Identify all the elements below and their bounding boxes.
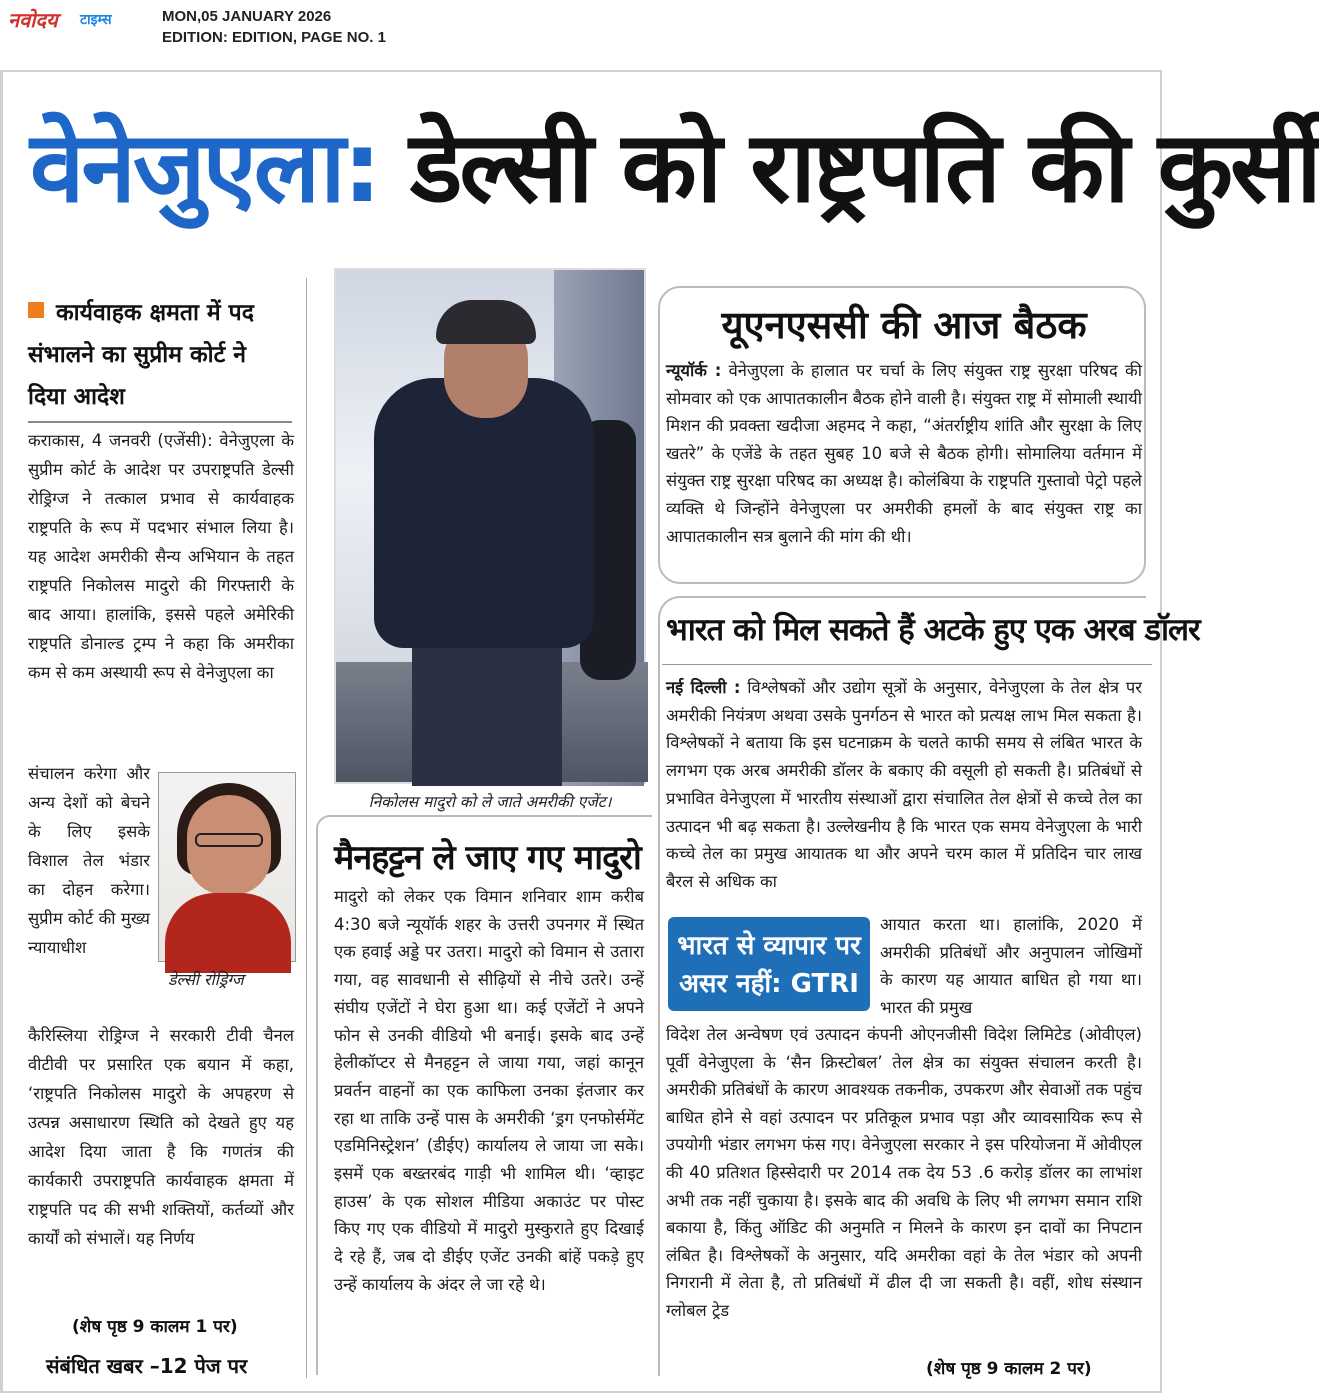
lead-story-text-continued: कैरिस्लिया रोड्रिग्ज ने सरकारी टीवी चैनल वीटीवी पर प्रसारित एक बयान में कहा, ‘राष्ट्रपति निकोलस मादुरो के अपहरण से उत्पन्न असाधारण स्थिति को देखते हुए यह आदेश दिया जाता है कि गणतंत्र की कार्यकारी उपराष्ट्रपति कार्यवाहक क्षमता में राष्ट्रपति पद की सभी शक्तियों, कर्तव्यों और कार्यों को संभालें। यह निर्णय bbox=[28, 1026, 294, 1248]
headline-country: वेनेजुएला: bbox=[30, 111, 379, 225]
photo-pants bbox=[412, 642, 562, 786]
logo-main: नवोदय bbox=[8, 8, 58, 32]
main-headline bbox=[30, 78, 1319, 258]
manhattan-heading: मैनहट्टन ले जाए गए मादुरो bbox=[334, 838, 641, 878]
unsc-dateline: न्यूयॉर्क : bbox=[666, 361, 722, 380]
india-heading: भारत को मिल सकते हैं अटके हुए एक अरब डॉलर bbox=[666, 612, 1200, 648]
edition-info: EDITION: EDITION, PAGE NO. 1 bbox=[162, 29, 386, 46]
photo-cap bbox=[436, 300, 536, 344]
maduro-photo[interactable] bbox=[334, 268, 646, 784]
continued-note-1[interactable]: (शेष पृष्ठ 9 कालम 1 पर) bbox=[72, 1317, 238, 1337]
india-dateline: नई दिल्ली : bbox=[666, 678, 741, 697]
photo-shirt bbox=[165, 893, 291, 973]
photo-glasses bbox=[195, 833, 263, 847]
divider bbox=[662, 664, 1152, 665]
edition-meta bbox=[162, 6, 386, 48]
photo-jacket bbox=[374, 378, 594, 648]
lead-story-text: कराकास, 4 जनवरी (एजेंसी): वेनेजुएला के सुप्रीम कोर्ट के आदेश पर उपराष्ट्रपति डेल्सी रोड्रिग्ज ने तत्काल प्रभाव से कार्यवाहक राष्ट्रपति के रूप में पदभार संभाल लिया है। यह आदेश अमरीकी सैन्य अभियान के तहत राष्ट्रपति निकोलस मादुरो की गिरफ्तारी के बाद आया। हालांकि, इससे पहले अमेरिकी राष्ट्रपति डोनाल्ड ट्रम्प ने कहा कि अमरीका कम से कम अस्थायी रूप से वेनेजुएला का bbox=[28, 431, 294, 682]
masthead bbox=[0, 0, 1162, 70]
square-bullet-icon bbox=[28, 302, 44, 318]
manhattan-story-text: मादुरो को लेकर एक विमान शनिवार शाम करीब 4:30 बजे न्यूयॉर्क शहर के उत्तरी उपनगर में स्थित एक हवाई अड्डे पर उतरा। मादुरो को विमान से उतारा गया, वह सावधानी से सीढ़ियों से नीचे उतरे। उन्हें संघीय एजेंटों ने घेरा हुआ था। कई एजेंटों ने अपने फोन से उनकी वीडियो भी बनाई। इसके बाद उन्हें हेलीकॉप्टर से मैनहट्टन ले जाया गया, जहां कानून प्रवर्तन वाहनों का एक काफिला उनका इंतजार कर रहा था ताकि उन्हें पास के अमरीकी ‘ड्रग एनफोर्समेंट एडमिनिस्ट्रेशन’ (डीईए) कार्यालय ले जाया जा सके। इसमें एक बख्तरबंद गाड़ी भी शामिल थी। ‘व्हाइट हाउस’ के एक सोशल मीडिया अकाउंट पर पोस्ट किए गए एक वीडियो में मादुरो मुस्कुराते हुए दिखाई दे रहे हैं, जब दो डीईए एजेंट उनकी बांहें पकड़े हुए उन्हें कार्यालय के अंदर ले जा रहे थे। bbox=[334, 887, 644, 1294]
india-story-text-wrap: आयात करता था। हालांकि, 2020 में अमरीकी प्रतिबंधों और अनुपालन जोखिमों के कारण यह आयात बाधित हो गया था। भारत की प्रमुख bbox=[880, 915, 1142, 1018]
gtri-callout bbox=[668, 917, 870, 1011]
india-body: विश्लेषकों और उद्योग सूत्रों के अनुसार, वेनेजुएला के तेल क्षेत्र पर अमरीकी नियंत्रण अथवा उसके पुनर्गठन से भारत को प्रत्यक्ष लाभ मिल सकता है। विश्लेषकों ने बताया कि इस घटनाक्रम के चलते काफी समय से लंबित भारत के लगभग एक अरब अमरीकी डॉलर के बकाए की वसूली हो सकती है। प्रतिबंधों से प्रभावित वेनेजुएला में भारतीय संस्थाओं द्वारा संचालित तेल क्षेत्रों से कच्चे तेल का उत्पादन भी बढ़ सकता है। उल्लेखनीय है कि भारत एक समय वेनेजुएला के भारी कच्चे तेल का प्रमुख आयातक था और अपने चरम काल में प्रतिदिन चार लाख बैरल से अधिक का bbox=[666, 678, 1142, 891]
continued-note-2[interactable]: (शेष पृष्ठ 9 कालम 2 पर) bbox=[926, 1359, 1092, 1379]
logo-sub: टाइम्स bbox=[80, 12, 112, 28]
unsc-body: वेनेजुएला के हालात पर चर्चा के लिए संयुक्त राष्ट्र सुरक्षा परिषद की सोमवार को एक आपातकालीन बैठक होने वाली है। संयुक्त राष्ट्र में सोमाली स्थायी मिशन की प्रवक्ता खदीजा अहमद ने कहा, “अंतर्राष्ट्रीय शांति और सुरक्षा के लिए खतरे” के एजेंडे के तहत सुबह 10 बजे से बैठक होगी। सोमालिया वर्तमान में संयुक्त राष्ट्र सुरक्षा परिषद का अध्यक्ष है। कोलंबिया के राष्ट्रपति गुस्तावो पेट्रो पहले व्यक्ति थे जिन्होंने वेनेजुएला पर अमरीकी हमलों के बाद संयुक्त राष्ट्र का आपातकालीन सत्र बुलाने की मांग की थी। bbox=[666, 361, 1142, 546]
gtri-line-2: असर नहीं: GTRI bbox=[679, 969, 859, 999]
story-kicker bbox=[28, 292, 290, 418]
lead-story-text-wrap: संचालन करेगा और अन्य देशों को बेचने के लिए इसके विशाल तेल भंडार का दोहन करेगा। सुप्रीम कोर्ट की मुख्य न्यायाधीश bbox=[28, 764, 150, 957]
newspaper-logo[interactable] bbox=[8, 6, 138, 36]
unsc-story-text bbox=[666, 357, 1142, 550]
related-news-link[interactable]: संबंधित खबर –12 पेज पर bbox=[46, 1354, 248, 1378]
india-story-text-continued: विदेश तेल अन्वेषण एवं उत्पादन कंपनी ओएनजीसी विदेश लिमिटेड (ओवीएल) पूर्वी वेनेजुएला के ‘सैन क्रिस्टोबल’ तेल क्षेत्र का संयुक्त संचालन करती है। अमरीकी प्रतिबंधों के कारण आवश्यक तकनीक, उपकरण और सेवाओं तक पहुंच बाधित होने से वहां उत्पादन पर प्रतिकूल प्रभाव पड़ा और व्यावसायिक रूप से उपयोगी भंडार लगभग फंस गए। वेनेजुएला सरकार ने इस परियोजना में ओवीएल की 40 प्रतिशत हिस्सेदारी पर 2014 तक देय 53 .6 करोड़ डॉलर का लाभांश अभी तक नहीं चुकाया है। इसके बाद की अवधि के लिए भी लगभग समान राशि बकाया है, किंतु ऑडिट की अनुमति न मिलने के कारण इन दावों का निपटान लंबित है। विश्लेषकों के अनुसार, यदि अमरीका वहां के तेल भंडार को अपनी निगरानी में लेता है, तो प्रतिबंधों में ढील दी जा सकती है। वहीं, शोध संस्थान ग्लोबल ट्रेड bbox=[666, 1025, 1142, 1320]
divider bbox=[28, 421, 292, 423]
column-divider bbox=[306, 278, 307, 1378]
inset-photo-caption: डेल्सी रोड्रिग्ज bbox=[168, 970, 244, 989]
kicker-text: कार्यवाहक क्षमता में पद संभालने का सुप्रीम कोर्ट ने दिया आदेश bbox=[28, 300, 254, 410]
photo-caption: निकोलस मादुरो को ले जाते अमरीकी एजेंट। bbox=[368, 793, 612, 811]
india-story-text bbox=[666, 674, 1142, 896]
headline-title: डेल्सी को राष्ट्रपति की कुर्सी bbox=[378, 111, 1319, 225]
delcy-rodriguez-photo[interactable] bbox=[158, 772, 296, 962]
unsc-heading: यूएनएससी की आज बैठक bbox=[721, 303, 1087, 347]
gtri-line-1: भारत से व्यापार पर bbox=[677, 931, 861, 961]
issue-date: MON,05 JANUARY 2026 bbox=[162, 8, 332, 25]
